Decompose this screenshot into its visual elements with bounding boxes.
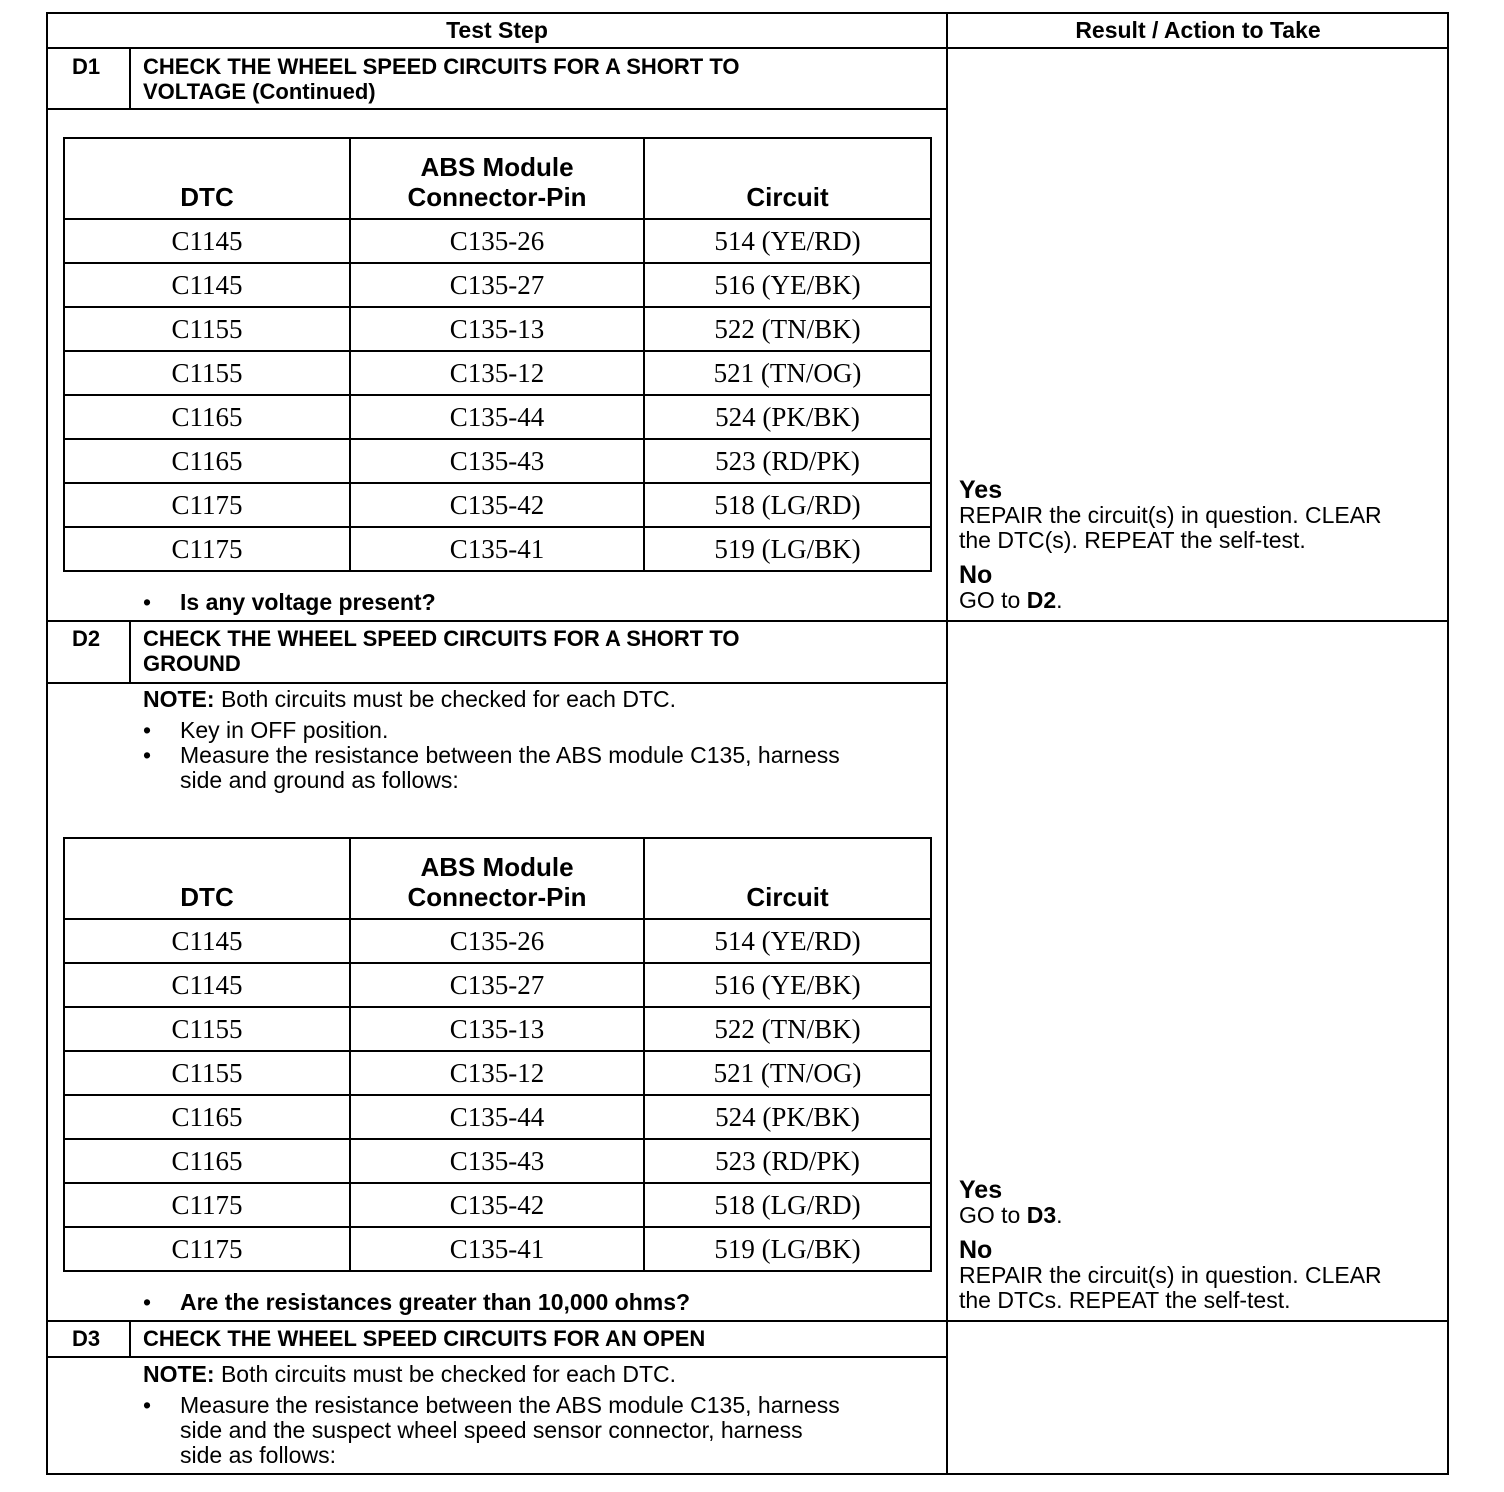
result-yes-text: REPAIR the circuit(s) in question. CLEAR: [959, 502, 1382, 528]
dtc-cell: C1145: [64, 263, 350, 307]
step-title-divider: [46, 108, 947, 110]
circuit-cell: 516 (YE/BK): [644, 263, 931, 307]
instruction-line: side and the suspect wheel speed sensor connector, harness: [180, 1417, 803, 1443]
header-line: Connector-Pin: [407, 182, 587, 212]
table-row: [64, 1007, 931, 1051]
connector-pin-cell: C135-26: [350, 219, 644, 263]
result-d2: [959, 1177, 1382, 1313]
column-header-circuit: Circuit: [644, 838, 931, 919]
circuit-cell: 518 (LG/RD): [644, 483, 931, 527]
dtc-cell: C1165: [64, 439, 350, 483]
row-divider: [46, 47, 1449, 49]
connector-pin-cell: C135-12: [350, 351, 644, 395]
circuit-cell: 524 (PK/BK): [644, 1095, 931, 1139]
column-header-circuit: Circuit: [644, 138, 931, 219]
step-title-divider: [46, 682, 947, 684]
dtc-cell: C1145: [64, 219, 350, 263]
result-yes-label: Yes: [959, 1176, 1003, 1204]
result-no-text: [959, 588, 1382, 613]
connector-pin-cell: C135-12: [350, 1051, 644, 1095]
punct: .: [1056, 587, 1063, 613]
connector-pin-cell: C135-43: [350, 1139, 644, 1183]
circuit-cell: 523 (RD/PK): [644, 1139, 931, 1183]
table-row: [64, 439, 931, 483]
header-line: Connector-Pin: [407, 882, 587, 912]
table-row: [64, 1183, 931, 1227]
connector-pin-cell: C135-13: [350, 307, 644, 351]
step-link-d2[interactable]: D2: [1026, 587, 1057, 613]
connector-pin-cell: C135-42: [350, 1183, 644, 1227]
step-title-line: CHECK THE WHEEL SPEED CIRCUITS FOR A SHORT TO: [143, 54, 740, 79]
note-text: Both circuits must be checked for each DTC.: [214, 1361, 677, 1387]
column-header-connector-pin: [350, 838, 644, 919]
circuit-cell: 518 (LG/RD): [644, 1183, 931, 1227]
circuit-cell: 522 (TN/BK): [644, 307, 931, 351]
bullet: •: [143, 742, 152, 768]
table-row: [64, 1051, 931, 1095]
connector-pin-cell: C135-43: [350, 439, 644, 483]
connector-pin-cell: C135-41: [350, 527, 644, 571]
dtc-cell: C1145: [64, 963, 350, 1007]
table-header-row: [64, 838, 931, 919]
dtc-cell: C1165: [64, 1139, 350, 1183]
table-row: [64, 483, 931, 527]
step-title-line: CHECK THE WHEEL SPEED CIRCUITS FOR A SHORT TO: [143, 626, 740, 651]
table-row: [64, 219, 931, 263]
dtc-cell: C1155: [64, 351, 350, 395]
column-header-dtc: DTC: [64, 838, 350, 919]
step-question-d2: Are the resistances greater than 10,000 ohms?: [180, 1289, 691, 1315]
table-row: [64, 1095, 931, 1139]
table-row: [64, 527, 931, 571]
circuit-cell: 521 (TN/OG): [644, 351, 931, 395]
step-instruction: Key in OFF position.: [180, 717, 389, 743]
header-line: ABS Module: [420, 852, 574, 882]
dtc-cell: C1175: [64, 483, 350, 527]
header-test-step: Test Step: [446, 17, 548, 43]
result-no-label: No: [959, 561, 993, 589]
circuit-table-d2: [63, 837, 932, 1272]
column-divider: [946, 12, 948, 1475]
step-title-divider: [46, 1356, 947, 1358]
header-result: Result / Action to Take: [1075, 17, 1321, 43]
connector-pin-cell: C135-44: [350, 395, 644, 439]
circuit-table-d1: [63, 137, 932, 572]
bullet: •: [143, 589, 152, 615]
connector-pin-cell: C135-27: [350, 963, 644, 1007]
circuit-cell: 519 (LG/BK): [644, 1227, 931, 1271]
instruction-line: Measure the resistance between the ABS module C135, harness: [180, 742, 840, 768]
note-label: NOTE:: [143, 1361, 215, 1387]
connector-pin-cell: C135-44: [350, 1095, 644, 1139]
connector-pin-cell: C135-13: [350, 1007, 644, 1051]
table-row: [64, 1227, 931, 1271]
step-link-d3[interactable]: D3: [1026, 1202, 1057, 1228]
step-title-d1: [143, 54, 739, 104]
table-row: [64, 963, 931, 1007]
result-no-text: the DTCs. REPEAT the self-test.: [959, 1287, 1291, 1313]
step-id-divider: [129, 620, 131, 683]
bullet: •: [143, 1289, 152, 1315]
result-yes-text: [959, 1203, 1382, 1228]
instruction-line: side and ground as follows:: [180, 767, 459, 793]
table-row: [64, 395, 931, 439]
step-title-d2: [143, 626, 739, 676]
result-no-text-prefix: GO to: [959, 587, 1027, 613]
step-id-d2: D2: [72, 626, 101, 651]
result-no-text: REPAIR the circuit(s) in question. CLEAR: [959, 1262, 1382, 1288]
connector-pin-cell: C135-41: [350, 1227, 644, 1271]
instruction-line: Measure the resistance between the ABS module C135, harness: [180, 1392, 840, 1418]
step-id-divider: [129, 47, 131, 109]
dtc-cell: C1165: [64, 1095, 350, 1139]
note-text: Both circuits must be checked for each DTC.: [214, 686, 677, 712]
connector-pin-cell: C135-27: [350, 263, 644, 307]
circuit-cell: 521 (TN/OG): [644, 1051, 931, 1095]
note-label: NOTE:: [143, 686, 215, 712]
step-title-line: VOLTAGE (Continued): [143, 79, 376, 104]
bullet: •: [143, 717, 152, 743]
header-line: ABS Module: [420, 152, 574, 182]
step-title-d3: CHECK THE WHEEL SPEED CIRCUITS FOR AN OPEN: [143, 1326, 706, 1351]
circuit-cell: 514 (YE/RD): [644, 219, 931, 263]
result-d1: [959, 477, 1382, 613]
circuit-cell: 514 (YE/RD): [644, 919, 931, 963]
bullet: •: [143, 1392, 152, 1418]
circuit-cell: 524 (PK/BK): [644, 395, 931, 439]
circuit-cell: 523 (RD/PK): [644, 439, 931, 483]
step-instruction: [180, 1393, 840, 1468]
instruction-line: side as follows:: [180, 1442, 336, 1468]
step-question-d1: Is any voltage present?: [180, 589, 436, 615]
dtc-cell: C1165: [64, 395, 350, 439]
punct: .: [1056, 1202, 1063, 1228]
dtc-cell: C1145: [64, 919, 350, 963]
step-title-line: GROUND: [143, 651, 241, 676]
table-row: [64, 351, 931, 395]
dtc-cell: C1155: [64, 307, 350, 351]
dtc-cell: C1175: [64, 1183, 350, 1227]
step-id-d3: D3: [72, 1326, 101, 1351]
table-header-row: [64, 138, 931, 219]
connector-pin-cell: C135-26: [350, 919, 644, 963]
note-d2: [143, 687, 676, 712]
result-no-label: No: [959, 1236, 993, 1264]
table-row: [64, 307, 931, 351]
row-divider: [46, 620, 1449, 622]
note-d3: [143, 1362, 676, 1387]
circuit-cell: 522 (TN/BK): [644, 1007, 931, 1051]
table-row: [64, 263, 931, 307]
dtc-cell: C1155: [64, 1007, 350, 1051]
circuit-cell: 516 (YE/BK): [644, 963, 931, 1007]
dtc-cell: C1175: [64, 527, 350, 571]
connector-pin-cell: C135-42: [350, 483, 644, 527]
step-instruction: [180, 743, 840, 793]
row-divider: [46, 1320, 1449, 1322]
dtc-cell: C1175: [64, 1227, 350, 1271]
result-yes-text: the DTC(s). REPEAT the self-test.: [959, 527, 1306, 553]
step-id-divider: [129, 1320, 131, 1357]
column-header-connector-pin: [350, 138, 644, 219]
result-yes-text-prefix: GO to: [959, 1202, 1027, 1228]
column-header-dtc: DTC: [64, 138, 350, 219]
circuit-cell: 519 (LG/BK): [644, 527, 931, 571]
dtc-cell: C1155: [64, 1051, 350, 1095]
step-id-d1: D1: [72, 54, 101, 79]
table-row: [64, 919, 931, 963]
table-row: [64, 1139, 931, 1183]
result-yes-label: Yes: [959, 476, 1003, 504]
